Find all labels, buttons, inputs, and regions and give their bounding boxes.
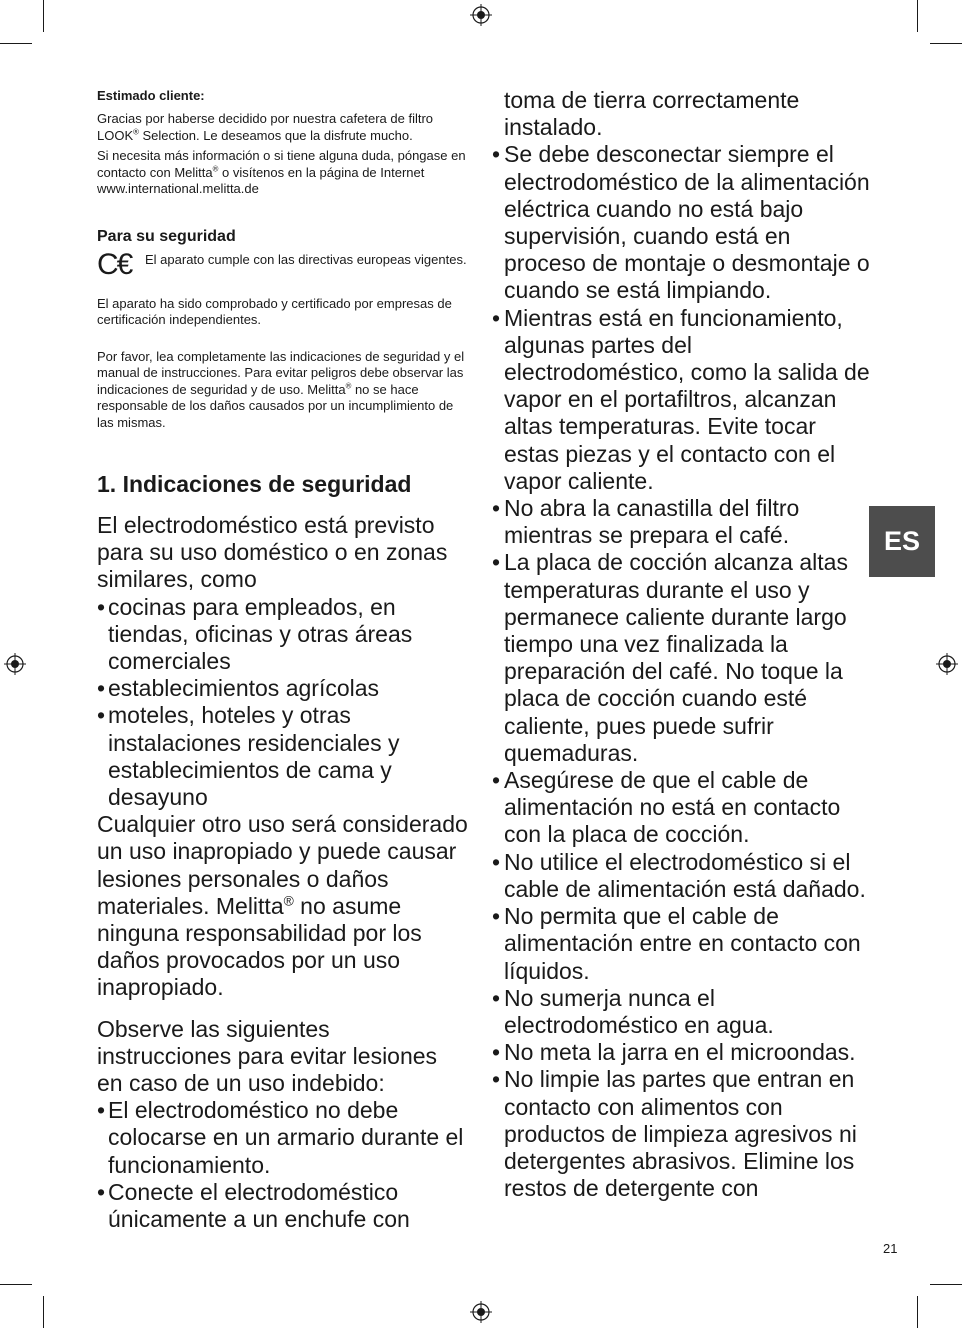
list-item: • No meta la jarra en el microondas. [492, 1039, 856, 1066]
list-item: • Conecte el electrodoméstico únicamente a un enchufe con [97, 1178, 410, 1233]
contact-paragraph: Si necesita más información o si tiene alguna duda, póngase en contacto con Melitta® o visítenos en la página de Internet www.international.melitta.de [97, 148, 466, 196]
registration-mark-icon [936, 653, 958, 675]
continuation-text: toma de tierra correctamente instalado. [504, 87, 800, 141]
registration-mark-icon [470, 1301, 492, 1323]
list-item: • cocinas para empleados, en tiendas, oficinas y otras áreas comerciales [97, 593, 413, 675]
use-list [97, 594, 469, 812]
crop-mark [43, 0, 44, 32]
thanks-paragraph: Gracias por haberse decidido por nuestra cafetera de filtro LOOK® Selection. Le deseamos que la disfrute mucho. [97, 111, 434, 143]
crop-mark [43, 1296, 44, 1328]
list-item: • No abra la canastilla del filtro mientras se prepara el café. [492, 495, 800, 549]
list-item: • No utilice el electrodoméstico si el cable de alimentación está dañado. [492, 848, 866, 902]
list-item: • establecimientos agrícolas [97, 675, 380, 702]
list-item: • Se debe desconectar siempre el electrodoméstico de la alimentación eléctrica cuando no está bajo supervisión, cuando está en proceso de montaje o desmontaje o cuando se está limpiando. [492, 141, 870, 304]
crop-mark [0, 43, 32, 44]
ce-text: El aparato cumple con las directivas europeas vigentes. [145, 251, 467, 267]
list-item: • La placa de cocción alcanza altas temperaturas durante el uso y permanece caliente durante largo tiempo una vez finalizada la preparación del café. No toque la placa de cocción cuando esté caliente, pues puede sufrir quemaduras. [492, 549, 848, 766]
list-item: • moteles, hoteles y otras instalaciones residenciales y establecimientos de cama y desayuno [97, 702, 400, 811]
greeting-heading: Estimado cliente: [97, 88, 205, 103]
ce-mark-icon: C€ [97, 247, 132, 281]
crop-mark [917, 1296, 918, 1328]
safety-heading: Para su seguridad [97, 227, 236, 245]
list-item: • Asegúrese de que el cable de alimentación no está en contacto con la placa de cocción. [492, 767, 841, 848]
certified-paragraph: El aparato ha sido comprobado y certificado por empresas de certificación independientes. [97, 295, 452, 327]
right-bullet-list [492, 141, 870, 1202]
misuse-paragraph: Cualquier otro uso será considerado un uso inapropiado y puede causar lesiones personales o daños materiales. Melitta® no asume ninguna responsabilidad por los daños provocados por un uso inapropiado. [97, 811, 468, 1001]
right-column [492, 87, 870, 1202]
list-item: • No limpie las partes que entran en contacto con alimentos con productos de limpieza agresivos ni detergentes abrasivos. Elimine los restos de detergente con [492, 1066, 857, 1202]
section-heading: 1. Indicaciones de seguridad [97, 471, 412, 497]
list-item: • No sumerja nunca el electrodoméstico en agua. [492, 984, 774, 1038]
read-instructions-paragraph: Por favor, lea completamente las indicaciones de seguridad y el manual de instrucciones. Para evitar peligros debe observar las indicaciones de seguridad y de uso. Melitta® no se hace responsable de los daños causados por un incumplimiento de las mismas. [97, 348, 465, 430]
ce-compliance [97, 247, 469, 281]
crop-mark [0, 1284, 32, 1285]
list-item: • El electrodoméstico no debe colocarse en un armario durante el funcionamiento. [97, 1097, 464, 1178]
intended-use-paragraph: El electrodoméstico está previsto para su uso doméstico o en zonas similares, como [97, 512, 448, 593]
crop-mark [930, 43, 962, 44]
crop-mark [917, 0, 918, 32]
left-bullet-list [97, 1097, 469, 1233]
registration-mark-icon [4, 653, 26, 675]
language-tab: ES [869, 506, 935, 577]
observe-paragraph: Observe las siguientes instrucciones para evitar lesiones en caso de un uso indebido: [97, 1015, 438, 1097]
list-item: • Mientras está en funcionamiento, algunas partes del electrodoméstico, como la salida de vapor en el portafiltros, alcanzan altas temperaturas. Evite tocar estas piezas y el contacto con el vapor caliente. [492, 304, 870, 494]
crop-mark [930, 1284, 962, 1285]
left-column [97, 88, 469, 1233]
list-item: • No permita que el cable de alimentación entre en contacto con líquidos. [492, 903, 861, 984]
page-number: 21 [883, 1241, 898, 1256]
registration-mark-icon [470, 4, 492, 26]
